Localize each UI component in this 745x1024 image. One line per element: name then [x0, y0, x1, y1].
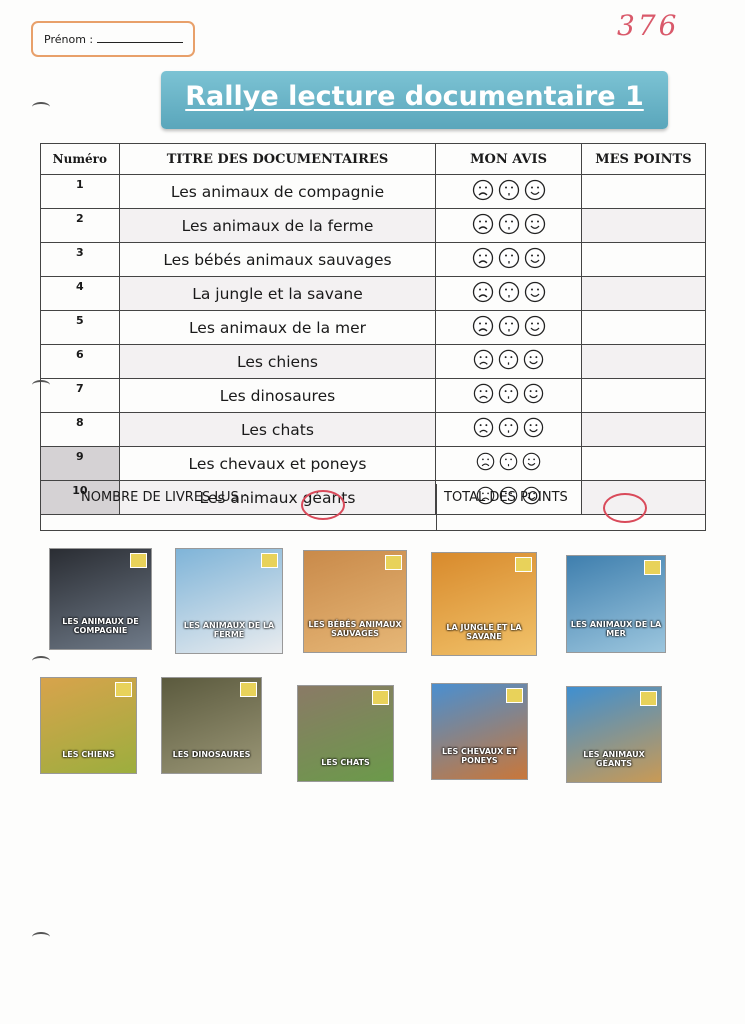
collection-badge-icon — [644, 560, 661, 575]
row-title: Les chevaux et poneys — [119, 447, 436, 481]
row-number: 8 — [41, 413, 120, 447]
book-cover-title: LES CHEVAUX ET PONEYS — [441, 746, 518, 765]
total-points-answer-oval[interactable] — [603, 493, 647, 523]
collection-badge-icon — [515, 557, 532, 572]
table-row — [41, 243, 706, 277]
sad-face-icon[interactable] — [472, 247, 494, 273]
row-title: Les chiens — [119, 345, 436, 379]
row-opinion — [436, 345, 582, 379]
header-numero: Numéro — [41, 144, 120, 175]
row-points-cell[interactable] — [581, 447, 705, 481]
row-number: 3 — [41, 243, 120, 277]
row-number: 4 — [41, 277, 120, 311]
row-title: Les animaux de la mer — [119, 311, 436, 345]
row-points-cell[interactable] — [581, 277, 705, 311]
book-cover — [40, 677, 137, 774]
reading-table — [40, 143, 706, 515]
row-opinion — [436, 311, 582, 345]
row-title: La jungle et la savane — [119, 277, 436, 311]
row-title: Les animaux de compagnie — [119, 175, 436, 209]
row-opinion — [436, 447, 582, 481]
row-points-cell[interactable] — [581, 311, 705, 345]
sad-face-icon[interactable] — [472, 213, 494, 239]
row-number: 5 — [41, 311, 120, 345]
books-read-label: NOMBRE DE LIVRES LUS : — [81, 490, 248, 505]
table-row — [41, 345, 706, 379]
happy-face-icon[interactable] — [524, 247, 546, 273]
footer-divider — [436, 484, 437, 530]
happy-face-icon[interactable] — [524, 315, 546, 341]
row-number: 9 — [41, 447, 120, 481]
book-cover-title: LES CHIENS — [62, 749, 115, 759]
collection-badge-icon — [240, 682, 257, 697]
book-cover-title: LES ANIMAUX GÉANTS — [583, 749, 645, 768]
row-opinion — [436, 175, 582, 209]
row-title: Les dinosaures — [119, 379, 436, 413]
neutral-face-icon[interactable] — [498, 247, 520, 273]
table-row — [41, 277, 706, 311]
neutral-face-icon[interactable] — [498, 179, 520, 205]
collection-badge-icon — [640, 691, 657, 706]
book-cover — [175, 548, 283, 654]
row-number: 2 — [41, 209, 120, 243]
row-title: Les animaux géants — [119, 481, 436, 515]
table-row — [41, 413, 706, 447]
sad-face-icon[interactable] — [473, 417, 494, 442]
row-number: 7 — [41, 379, 120, 413]
book-cover — [431, 552, 537, 656]
collection-badge-icon — [130, 553, 147, 568]
table-footer — [40, 484, 706, 531]
header-points: MES POINTS — [581, 144, 705, 175]
prenom-label: Prénom : — [44, 33, 94, 46]
total-points-label: TOTAL DES POINTS — [444, 490, 568, 505]
collection-badge-icon — [372, 690, 389, 705]
book-cover — [431, 683, 528, 780]
reading-table-area — [40, 143, 706, 531]
row-opinion — [436, 243, 582, 277]
book-cover-title: LES ANIMAUX DE LA FERME — [183, 620, 275, 639]
neutral-face-icon[interactable] — [498, 281, 520, 307]
row-opinion — [436, 277, 582, 311]
book-cover-title: LES BÉBÉS ANIMAUX SAUVAGES — [308, 619, 402, 638]
books-read-answer-oval[interactable] — [301, 490, 345, 520]
page-title: Rallye lecture documentaire 1 — [185, 81, 644, 112]
row-number: 6 — [41, 345, 120, 379]
row-title: Les animaux de la ferme — [119, 209, 436, 243]
punch-hole-mark — [32, 656, 50, 666]
collection-badge-icon — [115, 682, 132, 697]
table-row — [41, 447, 706, 481]
sad-face-icon[interactable] — [473, 383, 494, 408]
row-opinion — [436, 209, 582, 243]
book-cover-title: LA JUNGLE ET LA SAVANE — [446, 622, 522, 641]
happy-face-icon[interactable] — [523, 383, 544, 408]
table-header-row — [41, 144, 706, 175]
header-avis: MON AVIS — [436, 144, 582, 175]
sad-face-icon[interactable] — [476, 452, 495, 475]
happy-face-icon[interactable] — [523, 349, 544, 374]
happy-face-icon[interactable] — [524, 179, 546, 205]
row-opinion — [436, 413, 582, 447]
header-titre: TITRE DES DOCUMENTAIRES — [119, 144, 436, 175]
neutral-face-icon[interactable] — [498, 349, 519, 374]
table-row — [41, 311, 706, 345]
collection-badge-icon — [385, 555, 402, 570]
row-points-cell[interactable] — [581, 175, 705, 209]
table-row — [41, 175, 706, 209]
book-cover — [161, 677, 262, 774]
sad-face-icon[interactable] — [473, 349, 494, 374]
table-row — [41, 379, 706, 413]
neutral-face-icon[interactable] — [498, 383, 519, 408]
punch-hole-mark — [32, 932, 50, 942]
prenom-field[interactable] — [31, 21, 195, 57]
row-points-cell[interactable] — [581, 345, 705, 379]
row-points-cell[interactable] — [581, 413, 705, 447]
sad-face-icon[interactable] — [472, 281, 494, 307]
happy-face-icon[interactable] — [523, 417, 544, 442]
neutral-face-icon[interactable] — [498, 315, 520, 341]
book-cover — [49, 548, 152, 650]
punch-hole-mark — [32, 102, 50, 112]
happy-face-icon[interactable] — [524, 281, 546, 307]
happy-face-icon[interactable] — [522, 452, 541, 475]
book-cover-title: LES ANIMAUX DE LA MER — [570, 619, 662, 638]
row-title: Les bébés animaux sauvages — [119, 243, 436, 277]
collection-badge-icon — [506, 688, 523, 703]
book-cover — [297, 685, 394, 782]
row-opinion — [436, 379, 582, 413]
handwritten-number: 376 — [617, 9, 680, 42]
book-cover — [566, 686, 662, 783]
book-cover — [303, 550, 407, 653]
book-cover-title: LES ANIMAUX DE COMPAGNIE — [62, 616, 139, 635]
sad-face-icon[interactable] — [472, 315, 494, 341]
title-banner — [161, 71, 668, 129]
book-cover — [566, 555, 666, 653]
row-number: 1 — [41, 175, 120, 209]
prenom-blank-line — [97, 32, 183, 43]
collection-badge-icon — [261, 553, 278, 568]
sad-face-icon[interactable] — [472, 179, 494, 205]
table-row — [41, 209, 706, 243]
row-points-cell[interactable] — [581, 243, 705, 277]
book-cover-title: LES CHATS — [321, 757, 370, 767]
row-points-cell[interactable] — [581, 379, 705, 413]
neutral-face-icon[interactable] — [498, 213, 520, 239]
neutral-face-icon[interactable] — [498, 417, 519, 442]
happy-face-icon[interactable] — [524, 213, 546, 239]
book-cover-title: LES DINOSAURES — [172, 749, 251, 759]
row-title: Les chats — [119, 413, 436, 447]
row-points-cell[interactable] — [581, 209, 705, 243]
neutral-face-icon[interactable] — [499, 452, 518, 475]
row-number: 10 — [41, 481, 120, 515]
